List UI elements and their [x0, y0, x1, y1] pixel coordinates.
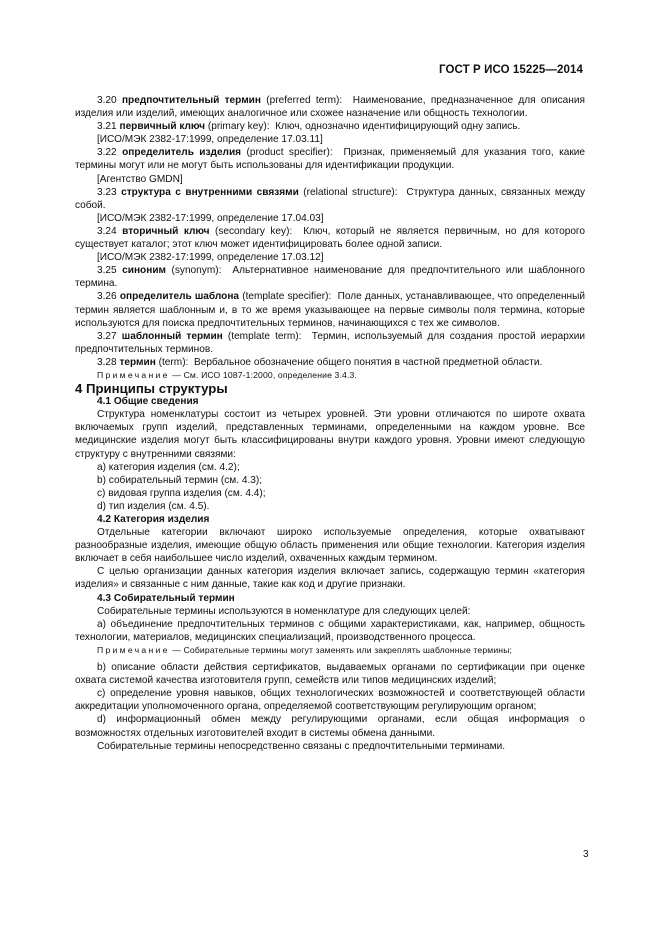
term-entry-3-26: 3.26 определитель шаблона (template specifier): Поле данных, устанавливающее, что определенный термин является шаблонным и, в то же время указывающее на первые символы поля термина, которые используются для поиска предпочтительных терминов, начинающихся с тех же символов.: [75, 291, 586, 329]
term-definition: Альтернативное наименование для предпочтительного или шаблонного термина.: [75, 265, 586, 290]
document-header: ГОСТ Р ИСО 15225—2014: [438, 64, 583, 76]
term-entry-3-20: 3.20 предпочтительный термин (preferred term): Наименование, предназначенное для описания изделия или изделий, имеющих аналогичное или схожее назначение или общность технологии.: [75, 95, 585, 120]
section-4-1-heading: 4.1 Общие сведения: [97, 396, 199, 408]
paragraph: Структура номенклатуры состоит из четырех уровней. Эти уровни отличаются по широте охвата включаемых групп изделий, представленных терминами, определенными на каждом уровне. Все медицинские изделия могут быть классифицированы внутри каждого уровня. Уровни имеют следующую структуру с внутренними связями:: [75, 409, 585, 460]
term-name: синоним: [122, 265, 166, 277]
term-english: (synonym):: [171, 265, 222, 277]
term-name: первичный ключ: [119, 121, 206, 133]
term-definition: Ключ, который не является первичным, но для которого существует каталог; этот ключ может идентифицировать более одной записи.: [75, 225, 586, 251]
term-english: (template specifier):: [242, 291, 332, 303]
list-item: d) информационный обмен между регулирующими органами, если общая информация о возможностях отдельных изготовителей входит в системы обмена данными.: [75, 714, 585, 739]
list-item: a) объединение предпочтительных терминов с общими характеристиками, как, например, общность технологии, материалов, медицинских специализаций, производственного процесса.: [75, 618, 585, 643]
term-name: термин: [119, 356, 156, 368]
note-label: Примечание: [97, 369, 170, 380]
term-entry-3-27: 3.27 шаблонный термин (template term): Термин, используемый для создания простой иерархии предпочтительных терминов.: [75, 330, 586, 355]
term-entry-3-22: 3.22 определитель изделия (product specifier): Признак, применяемый для указания того, какие термины могут или не могут быть использованы для идентификации продукции.: [75, 147, 586, 172]
term-name: вторичный ключ: [122, 225, 210, 237]
term-entry-3-28: 3.28 термин (term): Вербальное обозначение общего понятия в частной предметной области.: [97, 356, 543, 368]
term-entry-3-25: 3.25 синоним (synonym): Альтернативное наименование для предпочтительного или шаблонного термина.: [75, 265, 586, 290]
list-item: b) собирательный термин (см. 4.3);: [97, 474, 263, 486]
term-name: определитель шаблона: [119, 291, 240, 303]
term-english: (preferred term):: [266, 95, 343, 106]
term-definition: Наименование, предназначенное для описания изделия или изделий, имеющих аналогичное или схожее назначение или общность технологии.: [75, 95, 585, 120]
paragraph: Собирательные термины используются в номенклатуре для следующих целей:: [97, 605, 471, 617]
document-body: [75, 94, 585, 753]
list-item: a) категория изделия (см. 4.2);: [97, 461, 240, 473]
term-name: предпочтительный термин: [121, 95, 261, 106]
term-english: (secondary key):: [214, 225, 293, 237]
term-english: (product specifier):: [246, 147, 333, 159]
term-english: (template term):: [227, 330, 302, 342]
paragraph: Отдельные категории включают широко используемые определения, которые охватывают разнообразные изделия, имеющие общую область применения или общие технологии. Категория изделия включает в себя наибольшее число изделий, охваченных каждым термином.: [75, 527, 585, 565]
term-name: определитель изделия: [122, 147, 242, 159]
note-text: — Собирательные термины могут заменять или закреплять шаблонные термины;: [172, 644, 513, 655]
term-name: структура с внутренними связями: [121, 186, 299, 198]
term-definition: Вербальное обозначение общего понятия в частной предметной области.: [193, 356, 543, 368]
term-reference: [ИСО/МЭК 2382-17:1999, определение 17.03.11]: [97, 134, 323, 146]
term-english: (relational structure):: [303, 186, 398, 198]
term-entry-3-21: 3.21 первичный ключ (primary key): Ключ, однозначно идентифицирующий одну запись.: [97, 121, 521, 133]
term-entry-3-24: 3.24 вторичный ключ (secondary key): Ключ, который не является первичным, но для которого существует каталог; этот ключ может идентифицировать более одной записи.: [75, 225, 586, 251]
note-4-3: [75, 644, 585, 657]
term-entry-3-23: 3.23 структура с внутренними связями (relational structure): Структура данных, связанных между собой.: [75, 186, 586, 211]
term-reference: [ИСО/МЭК 2382-17:1999, определение 17.03.12]: [97, 252, 324, 264]
list-item: c) определение уровня навыков, общих технологических возможностей и соответствующей области аккредитации уполномоченного органа, определяемой соответствующим регулирующим органом;: [75, 688, 585, 713]
list-item: b) описание области действия сертификатов, выдаваемых органами по сертификации при оценке охвата системой качества изготовителя групп, семейств или типов медицинских изделий;: [75, 662, 585, 687]
term-english: (primary key):: [207, 121, 270, 133]
page-number: 3: [583, 849, 589, 860]
note-text: — См. ИСО 1087-1:2000, определение 3.4.3.: [172, 369, 357, 380]
note-label: Примечание: [97, 644, 170, 655]
term-reference: [ИСО/МЭК 2382-17:1999, определение 17.04.03]: [97, 212, 324, 224]
list-item: c) видовая группа изделия (см. 4.4);: [97, 487, 266, 499]
term-definition: Поле данных, устанавливающее, что определенный термин является шаблонным и, в то же время указывающее на первые символы поля термина, которые используются для поиска предпочтительных терминов, начинающихся с тех же символов.: [75, 291, 586, 329]
term-definition: Структура данных, связанных между собой.: [75, 186, 586, 211]
paragraph: С целью организации данных категория изделия включает запись, содержащую термин «категория изделия» и связанные с ним данные, такие как код и другие признаки.: [75, 566, 585, 591]
term-name: шаблонный термин: [121, 330, 223, 342]
list-item: d) тип изделия (см. 4.5).: [97, 500, 210, 512]
term-reference: [Агентство GMDN]: [97, 173, 183, 185]
section-4-3-heading: 4.3 Собирательный термин: [97, 592, 235, 604]
term-english: (term):: [158, 356, 189, 368]
paragraph: Собирательные термины непосредственно связаны с предпочтительными терминами.: [97, 740, 506, 752]
term-definition: Ключ, однозначно идентифицирующий одну запись.: [275, 121, 521, 133]
term-definition: Термин, используемый для создания простой иерархии предпочтительных терминов.: [75, 330, 586, 355]
section-4-heading: 4 Принципы структуры: [75, 381, 228, 397]
term-definition: Признак, применяемый для указания того, какие термины могут или не могут быть использованы для идентификации продукции.: [75, 147, 586, 172]
section-4-2-heading: 4.2 Категория изделия: [97, 514, 210, 525]
